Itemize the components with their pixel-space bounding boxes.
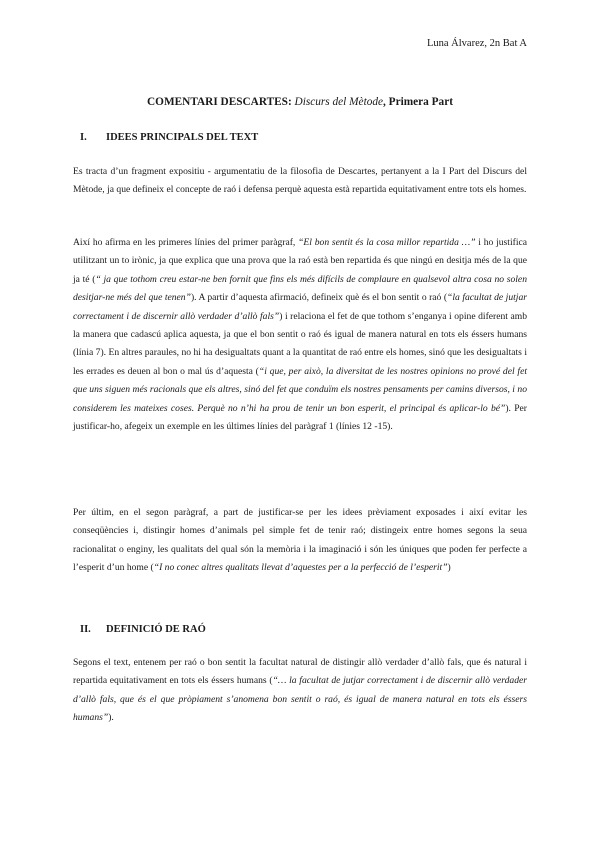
quote: “la facultat de jutjar correctament i de discernir allò verdader d’allò fals”: [73, 292, 527, 322]
paragraph-main-ideas: [73, 234, 527, 436]
text-run: ). Per justificar-ho, afegeix un exemple en les últimes línies del paràgraf 1 (línies 12 -15).: [73, 402, 528, 433]
section-heading-2: [80, 624, 206, 635]
quote: “ ja que tothom creu estar-ne ben fornit que fins els més difícils de complaure en qualsevol altra cosa no solen desitjar-ne més del que tenen”: [73, 273, 527, 304]
title-suffix: , Primera Part: [383, 96, 453, 108]
section-heading-1: [80, 132, 258, 143]
section-number: I.: [80, 132, 87, 143]
quote: “… la facultat de jutjar correctament i de discernir allò verdader d’allò fals, que és el que pròpiament s’anomena bon sentit o raó, és igual de manera natural en tots els éssers humans”: [73, 675, 527, 724]
text-run: i ho justifica utilitzant un to irònic, ja que explica que una prova que la raó està ben repartida és que ningú en desitja més de la que ja té (: [73, 237, 528, 285]
text-run: ).: [108, 712, 114, 724]
text-run: ). A partir d’aquesta afirmació, defineix què és el bon sentit o raó (: [190, 292, 448, 304]
paragraph-intro: Es tracta d’un fragment expositiu - argumentatiu de la filosofia de Descartes, pertanyent a la I Part del Discurs del Mètode, ja que defineix el concepte de raó i defensa perquè aquesta està repartida equitativament entre tots els homes.: [73, 166, 527, 196]
title-prefix: COMENTARI DESCARTES:: [147, 96, 295, 108]
document-title: [0, 96, 600, 108]
text-run: Així ho afirma en les primeres línies del primer paràgraf,: [73, 237, 299, 248]
paragraph-second-part: [73, 504, 527, 578]
text-run: ): [447, 562, 451, 574]
quote: “I no conec altres qualitats llevat d’aquestes per a la perfecció de l’esperit”: [153, 562, 448, 574]
quote: “i que, per això, la diversitat de les nostres opinions no prové del fet que uns siguen més racionals que els altres, sinó del fet que conduïm els nostres pensaments per camins diversos, i no considerem les mateixes coses. Perquè no n’hi ha prou de tenir un bon esperit, el principal és aplicar-lo bé”: [73, 365, 528, 414]
text-run: ) i relaciona el fet de que tothom s’enganya i opine diferent amb la manera que cadascú aplica aquesta, ja que el bon sentit o raó és igual de manera natural en tots els éssers humans (línia 7). En altres paraules, no hi ha desigualtats quant a la quantitat de raó entre els homes, sinó que les desigualtats i les errades es deuen al bon o mal ús d’aquesta (: [73, 310, 527, 377]
text-run: Per últim, en el segon paràgraf, a part de justificar-se per les idees prèviament exposades i així evitar les conseqüències i, distingir homes d’animals pel simple fet de tenir raó; distingeix entre homes segons la seua racionalitat o enginy, les qualitats del qual són la memòria i la imaginació i són les úniques que poden fer perfecte a l’esperit d’un home (: [73, 507, 527, 574]
section-title: DEFINICIÓ DE RAÓ: [106, 624, 206, 635]
paragraph-definition: [73, 654, 527, 728]
title-work: Discurs del Mètode: [294, 96, 384, 108]
section-title: IDEES PRINCIPALS DEL TEXT: [106, 132, 259, 143]
section-number: II.: [80, 624, 91, 635]
text-run: Segons el text, entenem per raó o bon sentit la facultat natural de distingir allò verdader d’allò fals, que és natural i repartida equitativament en tots els éssers humans (: [73, 657, 527, 687]
author-header: Luna Álvarez, 2n Bat A: [426, 38, 527, 49]
quote: “El bon sentit és la cosa millor repartida …”: [298, 237, 476, 248]
